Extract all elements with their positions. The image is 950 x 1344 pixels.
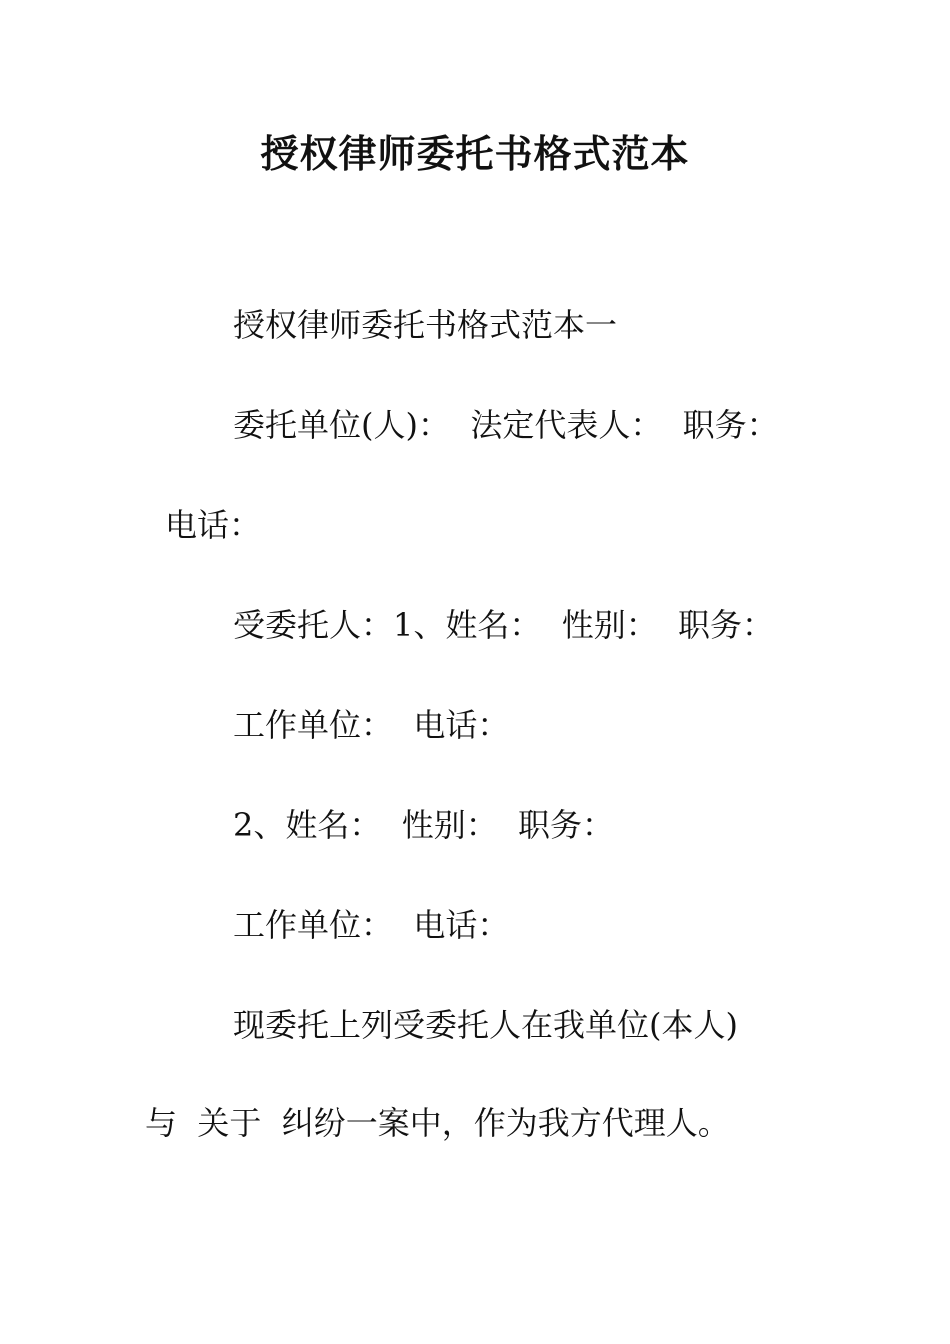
agent-2-workplace-line: 工作单位： 电话： (233, 906, 510, 944)
section-heading: 授权律师委托书格式范本一 (233, 306, 618, 344)
principal-phone-line: 电话： (165, 506, 262, 544)
agent-2-line: 2、姓名： 性别： 职务： (233, 806, 615, 844)
agent-1-workplace-line: 工作单位： 电话： (233, 706, 510, 744)
principal-line: 委托单位(人)： 法定代表人： 职务： (233, 406, 779, 444)
body-paragraph-line-1: 现委托上列受委托人在我单位(本人) (233, 1006, 738, 1044)
body-paragraph-line-2: 与 关于 纠纷一案中，作为我方代理人。 (145, 1104, 730, 1142)
document-title: 授权律师委托书格式范本 (260, 132, 690, 176)
agent-1-line: 受委托人：1、姓名： 性别： 职务： (233, 606, 775, 644)
